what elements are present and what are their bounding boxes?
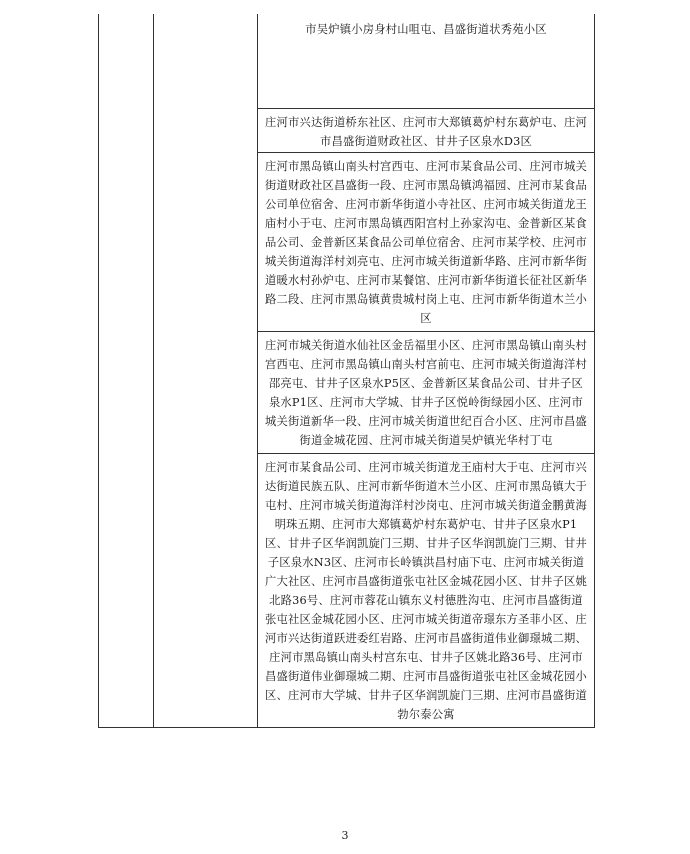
- table-row: 庄河市城关街道水仙社区金岳福里小区、庄河市黑岛镇山南头村宫西屯、庄河市黑岛镇山南头村宫前屯、庄河市城关街道海洋村邵亮屯、甘井子区泉水P5区、金普新区某食品公司、甘井子区泉水P1区、庄河市大学城、甘井子区悦岭街绿园小区、庄河市城关街道新华一段、庄河市城关街道世纪百合小区、庄河市昌盛街道金城花园、庄河市城关街道吴炉镇光华村丁屯: [257, 331, 594, 453]
- table-row: 庄河市黑岛镇山南头村宫西屯、庄河市某食品公司、庄河市城关街道财政社区昌盛街一段、庄河市黑岛镇鸿福园、庄河市某食品公司单位宿舍、庄河市新华街道小寺社区、庄河市城关街道龙王庙村小于屯、庄河市黑岛镇西阳宫村上孙家沟屯、金普新区某食品公司、金普新区某食品公司单位宿舍、庄河市某学校、庄河市城关街道海洋村刘亮屯、庄河市城关街道新华路、庄河市新华街道暖水村孙炉屯、庄河市某餐馆、庄河市新华街道长征社区新华路二段、庄河市黑岛镇黄贵城村岗上屯、庄河市新华街道木兰小区: [257, 152, 594, 331]
- table-row: 庄河市兴达街道桥东社区、庄河市大郑镇葛炉村东葛炉屯、庄河市昌盛街道财政社区、甘井子区泉水D3区: [257, 108, 594, 152]
- table-row: 市吴炉镇小房身村山咀屯、昌盛街道状秀苑小区: [257, 14, 594, 108]
- table-row: 庄河市某食品公司、庄河市城关街道龙王庙村大于屯、庄河市兴达街道民族五队、庄河市新华街道木兰小区、庄河市黑岛镇大于屯村、庄河市城关街道海洋村沙岗屯、庄河市城关街道金鹏黄海明珠五期、庄河市大郑镇葛炉村东葛炉屯、甘井子区泉水P1区、甘井子区华润凯旋门三期、甘井子区华润凯旋门三期、甘井子区泉水N3区、庄河市长岭镇洪昌村庙下屯、庄河市城关街道广大社区、庄河市昌盛街道张屯社区金城花园小区、甘井子区姚北路36号、庄河市蓉花山镇东义村德胜沟屯、庄河市昌盛街道张屯社区金城花园小区、庄河市城关街道帝璟东方圣菲小区、庄河市兴达街道跃进委红岩路、庄河市昌盛街道伟业御璟城二期、庄河市黑岛镇山南头村宫东屯、甘井子区姚北路36号、庄河市昌盛街道伟业御璟城二期、庄河市昌盛街道张屯社区金城花园小区、庄河市大学城、甘井子区华润凯旋门三期、庄河市昌盛街道勃尔泰公寓: [257, 453, 594, 727]
- column-divider-2: [257, 14, 258, 727]
- address-table: [98, 14, 595, 728]
- column-divider-1: [153, 14, 154, 727]
- page-number: 3: [341, 829, 349, 842]
